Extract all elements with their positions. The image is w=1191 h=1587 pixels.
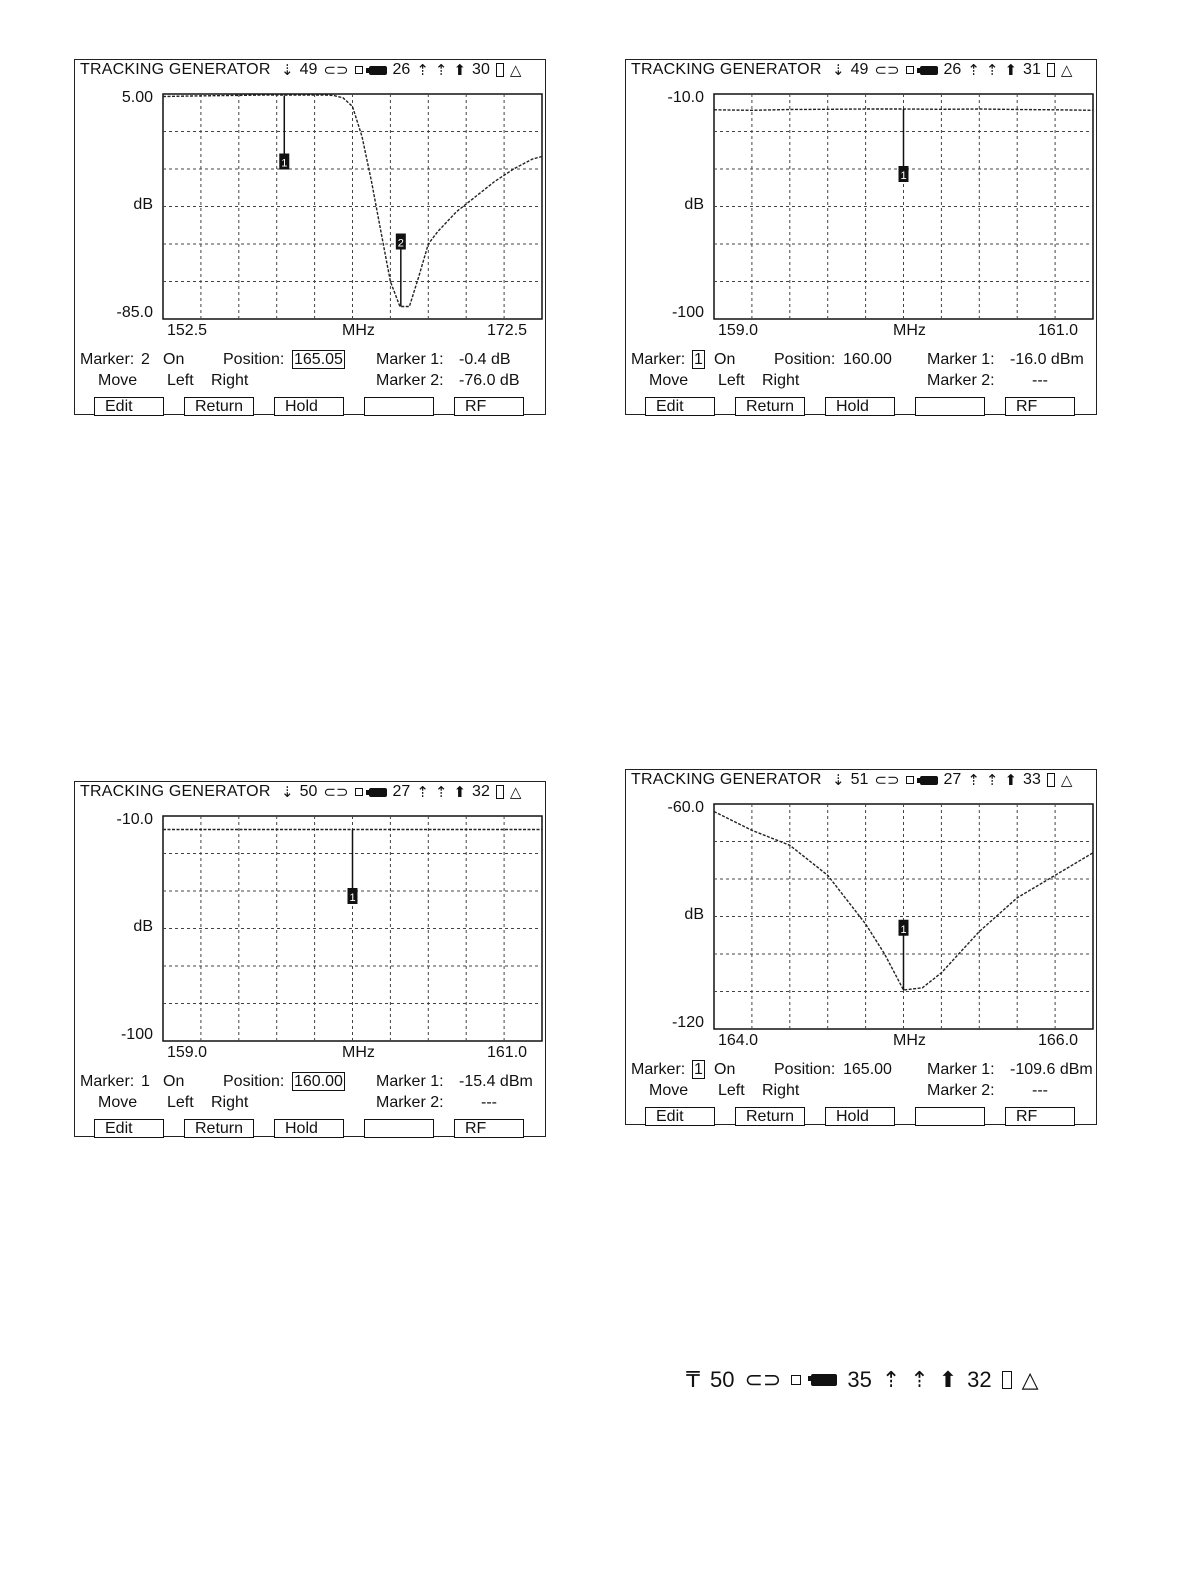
connector-icon: ⊂⊃ bbox=[874, 62, 900, 79]
y-axis-top-label: -60.0 bbox=[667, 799, 704, 816]
status-n3: 31 bbox=[1023, 61, 1041, 78]
marker-number-field[interactable]: 2 bbox=[141, 351, 150, 368]
x-axis-right-label: 161.0 bbox=[1038, 322, 1079, 339]
arrow-up-bold-icon: ⇡ bbox=[910, 1367, 929, 1392]
antenna-icon: ⇣ bbox=[832, 772, 845, 789]
marker2-label: Marker 2: bbox=[927, 1082, 995, 1099]
position-label: Position: bbox=[774, 1061, 836, 1078]
position-label: Position: bbox=[223, 1073, 285, 1090]
marker-id: 1 bbox=[281, 157, 288, 170]
position-field[interactable]: 165.05 bbox=[294, 351, 343, 368]
screen-title: TRACKING GENERATOR bbox=[80, 783, 271, 800]
status-n1: 49 bbox=[850, 61, 869, 78]
move-label: Move bbox=[98, 372, 138, 389]
y-axis-unit-label: dB bbox=[133, 918, 153, 935]
x-axis-right-label: 161.0 bbox=[487, 1044, 528, 1061]
antenna-icon: ₸ bbox=[686, 1367, 700, 1392]
y-axis-unit-label: dB bbox=[684, 196, 704, 213]
warning-triangle-icon: △ bbox=[1060, 772, 1073, 789]
arrow-up-bold-icon: ⇡ bbox=[985, 772, 999, 789]
y-axis-bottom-label: -100 bbox=[671, 304, 704, 321]
screen-title: TRACKING GENERATOR bbox=[631, 61, 822, 78]
warning-triangle-icon: △ bbox=[1021, 1367, 1039, 1392]
arrow-up-bold-icon: ⇡ bbox=[434, 784, 448, 801]
marker1-label: Marker 1: bbox=[376, 351, 444, 368]
marker2-value: --- bbox=[481, 1094, 497, 1111]
arrow-up-icon: ⇡ bbox=[416, 62, 429, 79]
status-n1: 51 bbox=[850, 771, 869, 788]
connector-icon: ⊂⊃ bbox=[744, 1367, 782, 1392]
softkey-2[interactable]: Return bbox=[184, 397, 254, 416]
arrow-up-filled-icon: ⬆ bbox=[453, 784, 467, 801]
softkey-3[interactable]: Hold bbox=[825, 397, 895, 416]
x-axis-unit-label: MHz bbox=[893, 322, 926, 339]
marker-label: Marker: bbox=[80, 1073, 135, 1090]
marker-number-field[interactable]: 1 bbox=[694, 1061, 703, 1078]
softkey-2[interactable]: Return bbox=[735, 397, 805, 416]
y-axis-unit-label: dB bbox=[684, 906, 704, 923]
arrow-up-filled-icon: ⬆ bbox=[453, 62, 467, 79]
marker-id: 1 bbox=[349, 892, 356, 904]
marker2-value: --- bbox=[1032, 372, 1048, 389]
arrow-up-icon: ⇡ bbox=[967, 62, 980, 79]
marker2-label: Marker 2: bbox=[376, 372, 444, 389]
marker-state[interactable]: On bbox=[163, 351, 185, 368]
marker2-value: --- bbox=[1032, 1082, 1048, 1099]
marker-state[interactable]: On bbox=[714, 1061, 736, 1078]
move-label: Move bbox=[649, 1082, 689, 1099]
softkey-3[interactable]: Hold bbox=[274, 397, 344, 416]
antenna-icon: ⇣ bbox=[281, 62, 294, 79]
y-axis-bottom-label: -100 bbox=[120, 1026, 153, 1043]
softkey-5[interactable]: RF bbox=[1005, 1107, 1075, 1126]
tracking-generator-screen bbox=[625, 769, 1097, 1125]
marker-label: Marker: bbox=[631, 351, 686, 368]
softkey-5[interactable]: RF bbox=[1005, 397, 1075, 416]
arrow-up-filled-icon: ⬆ bbox=[938, 1367, 958, 1392]
softkey-5[interactable]: RF bbox=[454, 1119, 524, 1138]
connector-icon: ⊂⊃ bbox=[874, 772, 900, 789]
softkey-4[interactable] bbox=[915, 1107, 985, 1126]
tracking-generator-screen bbox=[74, 781, 546, 1137]
status-n1: 50 bbox=[299, 783, 318, 800]
marker1-label: Marker 1: bbox=[927, 1061, 995, 1078]
softkey-1[interactable]: Edit bbox=[645, 1107, 715, 1126]
x-axis-left-label: 152.5 bbox=[167, 322, 208, 339]
softkey-3[interactable]: Hold bbox=[274, 1119, 344, 1138]
position-field[interactable]: 160.00 bbox=[843, 351, 892, 368]
marker-number-field[interactable]: 1 bbox=[694, 351, 703, 368]
move-label: Move bbox=[98, 1094, 138, 1111]
position-label: Position: bbox=[774, 351, 836, 368]
y-axis-bottom-label: -120 bbox=[671, 1014, 704, 1031]
arrow-up-icon: ⇡ bbox=[416, 784, 429, 801]
status-n2: 27 bbox=[943, 771, 962, 788]
marker2-value: -76.0 dB bbox=[459, 372, 520, 389]
status-n2: 26 bbox=[943, 61, 962, 78]
x-axis-unit-label: MHz bbox=[342, 1044, 375, 1061]
marker2-label: Marker 2: bbox=[376, 1094, 444, 1111]
status-n2: 27 bbox=[392, 783, 411, 800]
marker-number-field[interactable]: 1 bbox=[141, 1073, 150, 1090]
warning-triangle-icon: △ bbox=[1060, 62, 1073, 79]
move-left[interactable]: Left bbox=[167, 372, 194, 389]
arrow-up-bold-icon: ⇡ bbox=[434, 62, 448, 79]
bottom-status-n2: 35 bbox=[847, 1367, 872, 1392]
status-n3: 32 bbox=[472, 783, 490, 800]
y-axis-unit-label: dB bbox=[133, 196, 153, 213]
arrow-up-icon: ⇡ bbox=[881, 1367, 901, 1392]
x-axis-left-label: 159.0 bbox=[167, 1044, 208, 1061]
connector-icon: ⊂⊃ bbox=[323, 62, 349, 79]
screen-title: TRACKING GENERATOR bbox=[80, 61, 271, 78]
position-label: Position: bbox=[223, 351, 285, 368]
connector-icon: ⊂⊃ bbox=[323, 784, 349, 801]
x-axis-right-label: 166.0 bbox=[1038, 1032, 1079, 1049]
battery-icon bbox=[811, 1374, 837, 1386]
y-axis-top-label: 5.00 bbox=[121, 89, 153, 106]
move-right[interactable]: Right bbox=[211, 372, 249, 389]
arrow-up-filled-icon: ⬆ bbox=[1004, 62, 1018, 79]
warning-triangle-icon: △ bbox=[509, 62, 522, 79]
marker2-label: Marker 2: bbox=[927, 372, 995, 389]
move-label: Move bbox=[649, 372, 689, 389]
antenna-icon: ⇣ bbox=[281, 784, 294, 801]
status-n3: 30 bbox=[472, 61, 490, 78]
rectangle-icon bbox=[1002, 1371, 1012, 1389]
y-axis-top-label: -10.0 bbox=[116, 811, 153, 828]
marker1-value: -109.6 dBm bbox=[1010, 1061, 1093, 1078]
screen-title: TRACKING GENERATOR bbox=[631, 771, 822, 788]
softkey-2[interactable]: Return bbox=[735, 1107, 805, 1126]
softkey-1[interactable]: Edit bbox=[645, 397, 715, 416]
status-n1: 49 bbox=[299, 61, 318, 78]
move-left[interactable]: Left bbox=[167, 1094, 194, 1111]
tracking-generator-screen bbox=[625, 59, 1097, 415]
marker-state[interactable]: On bbox=[714, 351, 736, 368]
arrow-up-bold-icon: ⇡ bbox=[985, 62, 999, 79]
square-icon bbox=[791, 1375, 801, 1385]
move-right[interactable]: Right bbox=[762, 1082, 800, 1099]
x-axis-unit-label: MHz bbox=[893, 1032, 926, 1049]
softkey-2[interactable]: Return bbox=[184, 1119, 254, 1138]
standalone-status-bar bbox=[686, 1367, 1039, 1393]
y-axis-bottom-label: -85.0 bbox=[116, 304, 153, 321]
marker1-label: Marker 1: bbox=[927, 351, 995, 368]
warning-triangle-icon: △ bbox=[509, 784, 522, 801]
softkey-4[interactable] bbox=[364, 397, 434, 416]
marker1-label: Marker 1: bbox=[376, 1073, 444, 1090]
move-left[interactable]: Left bbox=[718, 1082, 745, 1099]
status-n2: 26 bbox=[392, 61, 411, 78]
marker-label: Marker: bbox=[80, 351, 135, 368]
marker-id: 2 bbox=[397, 237, 404, 250]
move-right[interactable]: Right bbox=[762, 372, 800, 389]
y-axis-top-label: -10.0 bbox=[667, 89, 704, 106]
softkey-4[interactable] bbox=[364, 1119, 434, 1138]
marker1-value: -0.4 dB bbox=[459, 351, 511, 368]
softkey-3[interactable]: Hold bbox=[825, 1107, 895, 1126]
x-axis-left-label: 164.0 bbox=[718, 1032, 759, 1049]
x-axis-left-label: 159.0 bbox=[718, 322, 759, 339]
marker-id: 1 bbox=[900, 923, 907, 936]
bottom-status-n1: 50 bbox=[710, 1367, 735, 1392]
softkey-1[interactable]: Edit bbox=[94, 1119, 164, 1138]
marker-id: 1 bbox=[900, 170, 907, 182]
marker-label: Marker: bbox=[631, 1061, 686, 1078]
tracking-generator-screen bbox=[74, 59, 546, 415]
marker-state[interactable]: On bbox=[163, 1073, 185, 1090]
marker1-value: -15.4 dBm bbox=[459, 1073, 533, 1090]
x-axis-right-label: 172.5 bbox=[487, 322, 528, 339]
position-field[interactable]: 165.00 bbox=[843, 1061, 892, 1078]
softkey-5[interactable]: RF bbox=[454, 397, 524, 416]
antenna-icon: ⇣ bbox=[832, 62, 845, 79]
x-axis-unit-label: MHz bbox=[342, 322, 375, 339]
arrow-up-filled-icon: ⬆ bbox=[1004, 772, 1018, 789]
status-n3: 33 bbox=[1023, 771, 1041, 788]
softkey-4[interactable] bbox=[915, 397, 985, 416]
marker1-value: -16.0 dBm bbox=[1010, 351, 1084, 368]
move-right[interactable]: Right bbox=[211, 1094, 249, 1111]
move-left[interactable]: Left bbox=[718, 372, 745, 389]
position-field[interactable]: 160.00 bbox=[294, 1073, 343, 1090]
arrow-up-icon: ⇡ bbox=[967, 772, 980, 789]
softkey-1[interactable]: Edit bbox=[94, 397, 164, 416]
bottom-status-n3: 32 bbox=[967, 1367, 992, 1392]
